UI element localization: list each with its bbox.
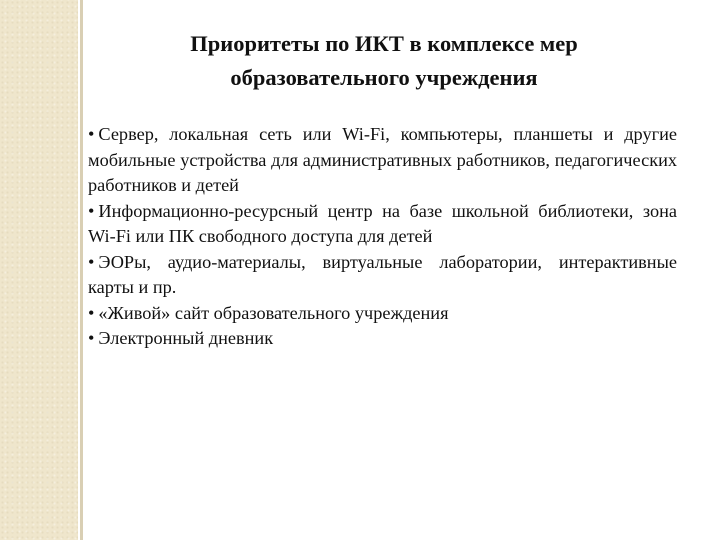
decorative-side-divider	[80, 0, 83, 540]
decorative-side-band	[0, 0, 78, 540]
slide-title	[128, 27, 640, 95]
bullet-icon: •	[88, 328, 95, 348]
slide-title-line-1: Приоритеты по ИКТ в комплексе мер	[190, 31, 578, 56]
bullet-icon: •	[88, 200, 95, 221]
bullet-text: Сервер, локальная сеть или Wi-Fi, компьютеры, планшеты и другие мобильные устройства для административных работников, педагогических работников и детей	[88, 124, 677, 195]
slide-content	[88, 0, 680, 540]
bullet-icon: •	[88, 251, 95, 272]
bullet-item	[88, 301, 677, 327]
bullet-icon: •	[88, 302, 95, 323]
bullet-item	[88, 250, 677, 301]
slide-title-line-2: образовательного учреждения	[230, 65, 538, 90]
bullet-item	[88, 199, 677, 250]
bullet-text: Информационно-ресурсный центр на базе школьной библиотеки, зона Wi-Fi или ПК свободного доступа для детей	[88, 200, 677, 246]
bullet-item	[88, 326, 677, 352]
bullet-text: Электронный дневник	[98, 328, 274, 348]
bullet-icon: •	[88, 124, 95, 144]
bullet-text: «Живой» сайт образовательного учреждения	[98, 302, 449, 323]
bullet-text: ЭОРы, аудио-материалы, виртуальные лаборатории, интерактивные карты и пр.	[88, 251, 677, 297]
bullet-item	[88, 122, 677, 199]
bullet-list	[88, 122, 677, 352]
